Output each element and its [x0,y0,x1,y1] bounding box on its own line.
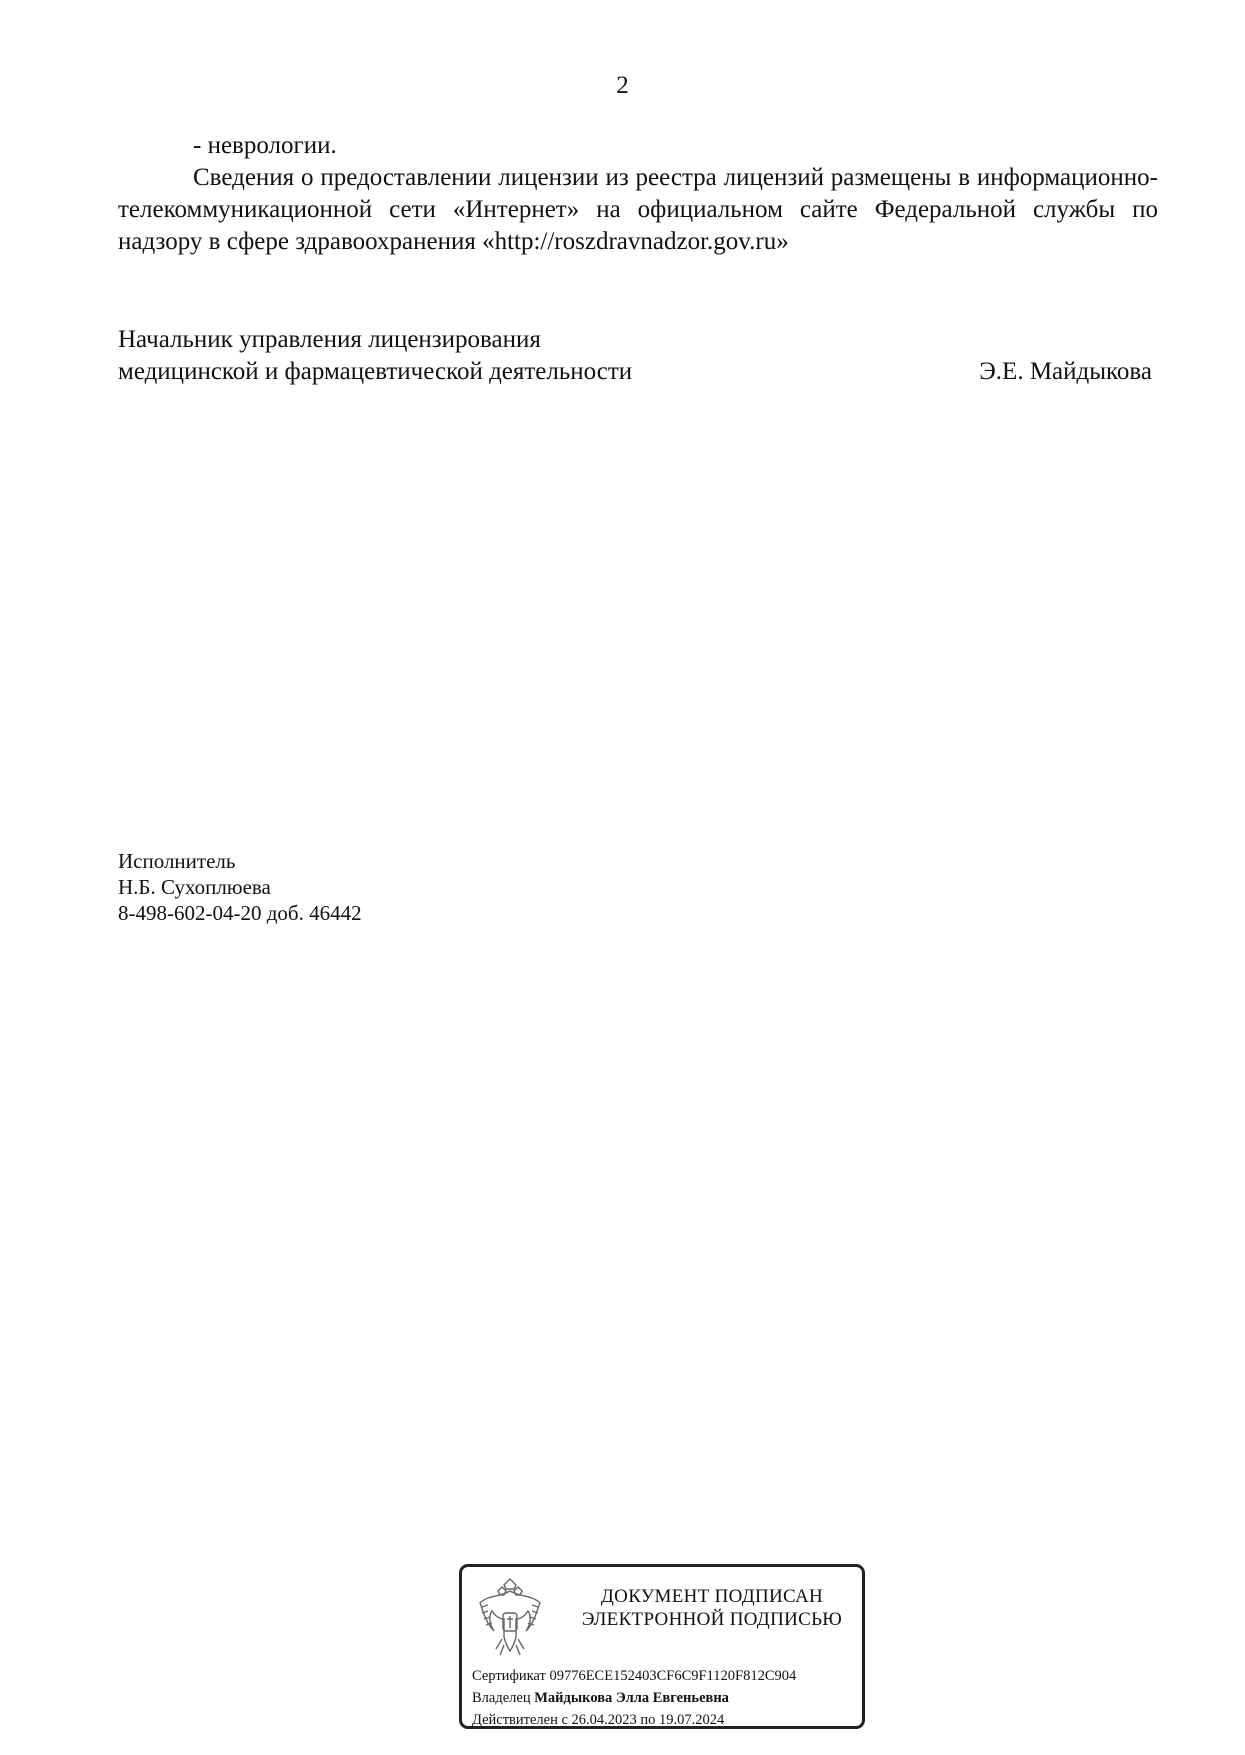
electronic-signature-stamp [459,1564,865,1729]
signer-position-line2: медицинской и фармацевтической деятельности [118,358,633,385]
executor-label: Исполнитель [118,849,236,873]
signer-position-line1: Начальник управления лицензирования [118,326,541,353]
coat-of-arms-icon [474,1577,546,1659]
license-info-paragraph: Сведения о предоставлении лицензии из реестра лицензий размещены в информационно- телекоммуникационной сети «Интернет» на официальном сайте Федеральной службы по надзору в сфере здравоохранения «http://roszdravnadzor.gov.ru» [118,164,1158,255]
owner-label: Владелец [472,1690,531,1706]
stamp-title-line2: ЭЛЕКТРОННОЙ ПОДПИСЬЮ [581,1609,843,1630]
signer-name: Э.Е. Майдыкова [979,358,1152,385]
certificate-row [472,1665,796,1687]
signature-row [118,356,1158,388]
owner-value: Майдыкова Элла Евгеньевна [534,1690,729,1706]
executor-phone: 8-498-602-04-20 доб. 46442 [118,901,362,925]
executor-block [118,848,362,926]
validity-row: Действителен с 26.04.2023 по 19.07.2024 [472,1712,725,1728]
stamp-title [562,1585,862,1631]
owner-row [472,1687,796,1709]
stamp-details [472,1665,796,1731]
list-item: - неврологии. [193,132,337,159]
page-number: 2 [616,72,629,99]
document-body [118,130,1158,258]
executor-name: Н.Б. Сухоплюева [118,875,271,899]
certificate-value: 09776ECE152403CF6C9F1120F812C904 [549,1668,797,1684]
signature-block [118,324,1158,388]
certificate-label: Сертификат [472,1668,546,1684]
stamp-title-line1: ДОКУМЕНТ ПОДПИСАН [600,1586,824,1607]
